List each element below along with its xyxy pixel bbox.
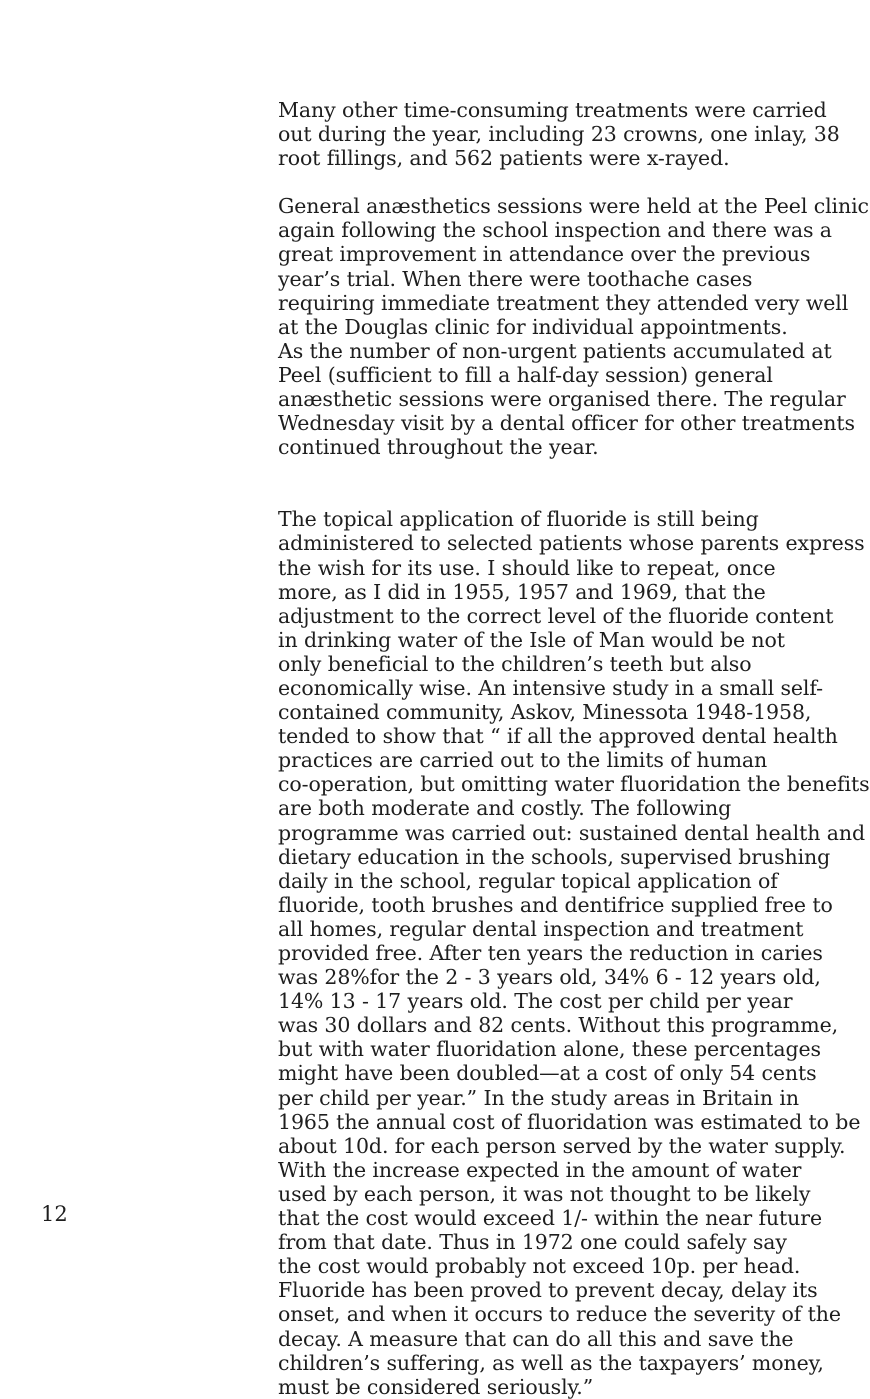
text-line: 1965 the annual cost of fluoridation was estimated to be [278, 1109, 861, 1134]
text-line: General anæsthetics sessions were held at the Peel clinic [278, 194, 869, 219]
text-line: daily in the school, regular topical application of [278, 868, 778, 893]
text-line: used by each person, it was not thought to be likely [278, 1181, 811, 1206]
text-line: provided free. After ten years the reduction in caries [278, 941, 823, 965]
text-line: Wednesday visit by a dental officer for other treatments [278, 411, 855, 436]
page-number: 12 [41, 1202, 68, 1226]
text-line: decay. A measure that can do all this and save the [278, 1326, 794, 1351]
text-line: co-operation, but omitting water fluoridation the benefits [278, 772, 870, 797]
text-line: that the cost would exceed 1/- within the near future [278, 1206, 823, 1231]
text-line: anæsthetic sessions were organised there. The regular [278, 387, 846, 412]
body-text [278, 98, 870, 1399]
text-line: continued throughout the year. [278, 435, 599, 460]
text-line: economically wise. An intensive study in a small self- [278, 675, 823, 700]
text-line: might have been doubled—at a cost of only 54 cents [278, 1061, 817, 1086]
paragraph-anaesthetics [278, 194, 869, 460]
text-line: but with water fluoridation alone, these percentages [278, 1037, 821, 1062]
text-line: 14% 13 - 17 years old. The cost per child per year [278, 989, 793, 1014]
text-line: must be considered seriously.” [278, 1374, 594, 1399]
text-line: the cost would probably not exceed 10p. per head. [278, 1254, 801, 1279]
text-line: fluoride, tooth brushes and dentifrice supplied free to [278, 892, 833, 917]
text-line: all homes, regular dental inspection and treatment [278, 916, 804, 941]
text-line: per child per year.” In the study areas in Britain in [278, 1085, 799, 1110]
text-line: in drinking water of the Isle of Man would be not [278, 627, 785, 652]
text-line: tended to show that “ if all the approved dental health [278, 724, 838, 749]
text-line: out during the year, including 23 crowns, one inlay, 38 [278, 122, 840, 147]
text-line: The topical application of fluoride is still being [278, 507, 759, 532]
text-line: Peel (sufficient to fill a half-day session) general [278, 362, 773, 387]
text-line: year’s trial. When there were toothache cases [278, 266, 753, 291]
text-line: dietary education in the schools, supervised brushing [278, 844, 831, 869]
text-line: As the number of non-urgent patients accumulated at [278, 338, 832, 363]
text-line: was 28%for the 2 - 3 years old, 34% 6 - 12 years old, [278, 965, 821, 990]
text-line: onset, and when it occurs to reduce the severity of the [278, 1302, 841, 1327]
text-line: from that date. Thus in 1972 one could safely say [278, 1230, 787, 1255]
text-line: was 30 dollars and 82 cents. Without this programme, [278, 1013, 839, 1038]
text-line: requiring immediate treatment they attended very well [278, 290, 849, 315]
text-line: children’s suffering, as well as the taxpayers’ money, [278, 1350, 824, 1375]
text-line: adjustment to the correct level of the fluoride content [278, 603, 834, 628]
text-line: more, as I did in 1955, 1957 and 1969, that the [278, 579, 766, 604]
text-line: again following the school inspection and there was a [278, 218, 832, 243]
paragraph-treatments [278, 98, 840, 171]
text-line: at the Douglas clinic for individual appointments. [278, 314, 788, 339]
text-line: administered to selected patients whose parents express [278, 531, 865, 556]
paragraph-fluoride [278, 507, 870, 1399]
text-line: only beneficial to the children’s teeth but also [278, 651, 752, 676]
text-line: programme was carried out: sustained dental health and [278, 820, 866, 845]
text-line: root fillings, and 562 patients were x-rayed. [278, 146, 730, 171]
text-line: With the increase expected in the amount of water [278, 1157, 802, 1182]
text-line: great improvement in attendance over the previous [278, 242, 811, 267]
text-line: the wish for its use. I should like to repeat, once [278, 555, 776, 580]
text-line: are both moderate and costly. The following [278, 796, 732, 821]
text-line: about 10d. for each person served by the water supply. [278, 1133, 846, 1158]
text-line: contained community, Askov, Minessota 1948-1958, [278, 700, 812, 725]
text-line: practices are carried out to the limits of human [278, 748, 768, 773]
text-line: Many other time-consuming treatments were carried [278, 98, 827, 122]
text-line: Fluoride has been proved to prevent decay, delay its [278, 1278, 818, 1303]
